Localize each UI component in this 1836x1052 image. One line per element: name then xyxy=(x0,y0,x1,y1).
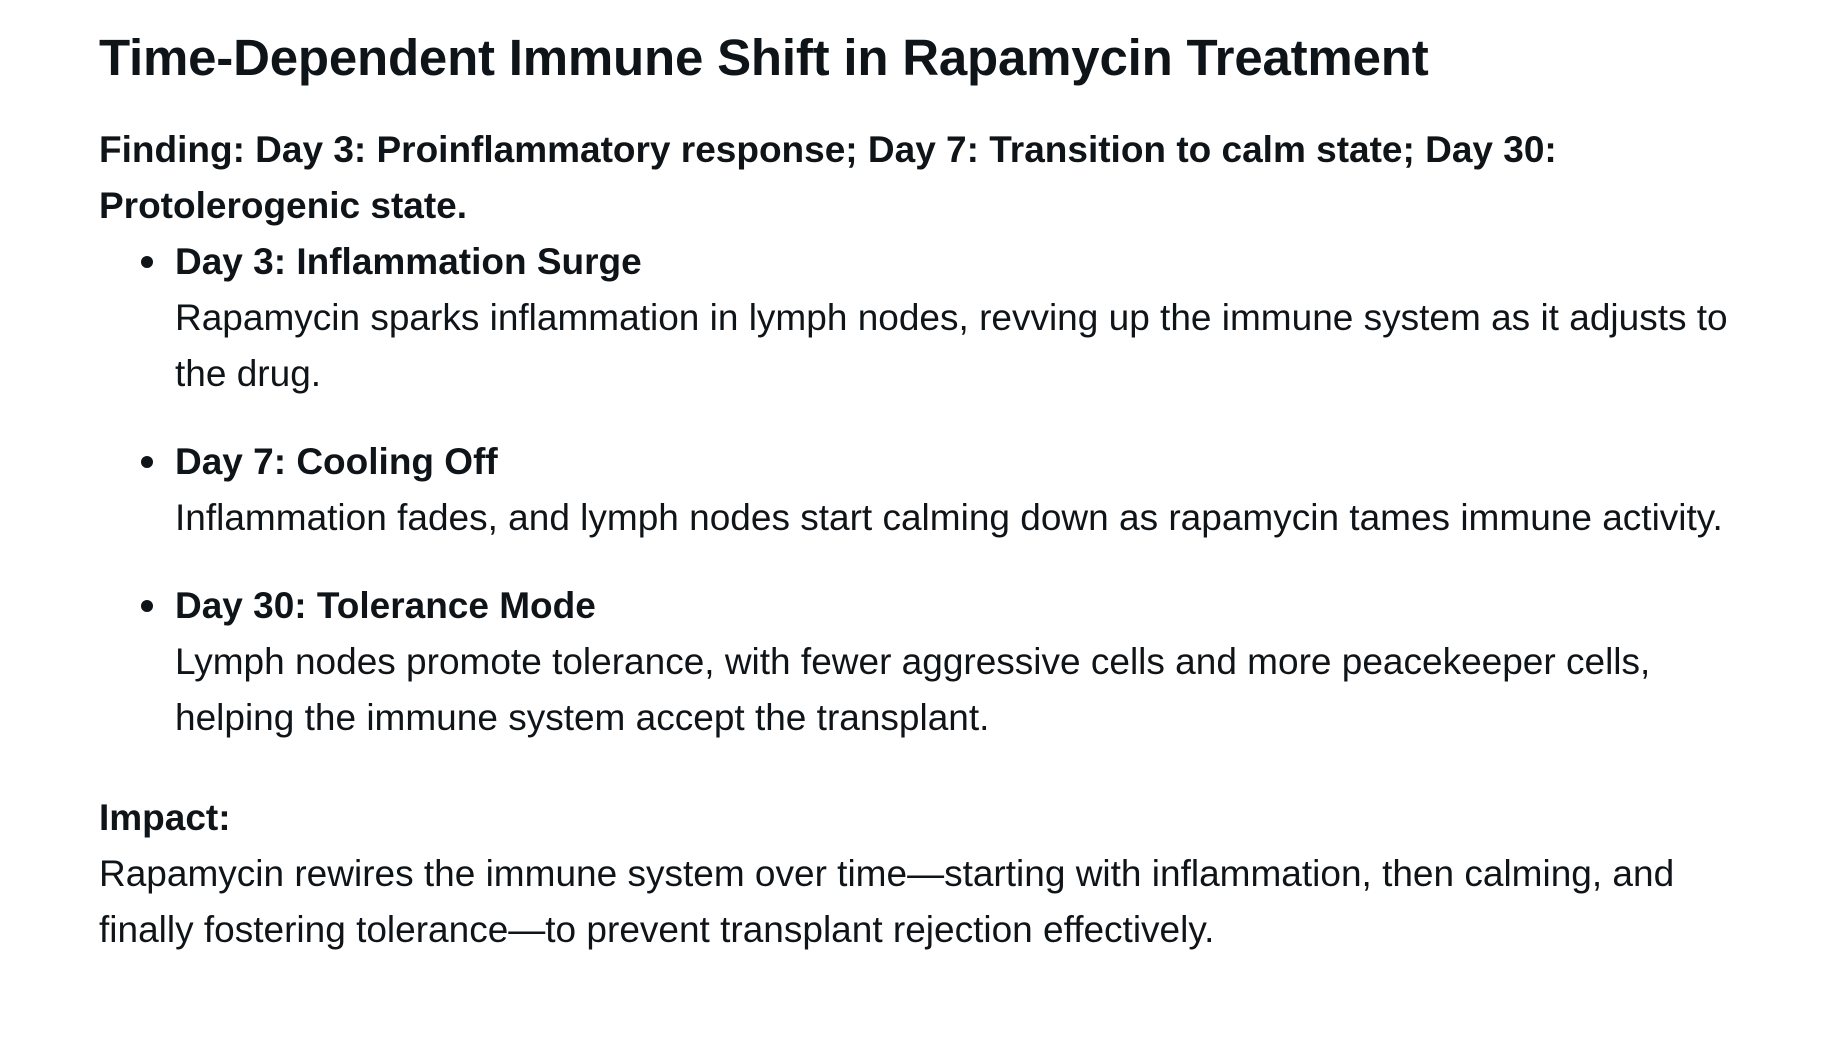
point-heading: Day 30: Tolerance Mode xyxy=(175,585,596,626)
list-item xyxy=(175,578,1776,746)
bullet-icon xyxy=(141,456,153,468)
point-heading: Day 7: Cooling Off xyxy=(175,441,498,482)
impact-body: Rapamycin rewires the immune system over time—starting with inflammation, then calming, and finally fostering tolerance—to prevent transplant rejection effectively. xyxy=(99,853,1675,950)
bullet-icon xyxy=(141,256,153,268)
timeline-list xyxy=(99,234,1776,746)
point-body: Inflammation fades, and lymph nodes start calming down as rapamycin tames immune activity. xyxy=(175,497,1723,538)
impact-heading: Impact: xyxy=(99,797,231,838)
list-item xyxy=(175,434,1776,546)
point-body: Rapamycin sparks inflammation in lymph nodes, revving up the immune system as it adjusts to the drug. xyxy=(175,297,1728,394)
document-title: Time-Dependent Immune Shift in Rapamycin Treatment xyxy=(99,29,1429,86)
point-heading: Day 3: Inflammation Surge xyxy=(175,241,642,282)
finding-summary: Finding: Day 3: Proinflammatory response; Day 7: Transition to calm state; Day 30: Protolerogenic state. xyxy=(99,129,1557,226)
bullet-icon xyxy=(141,600,153,612)
impact-section xyxy=(99,790,1776,958)
point-body: Lymph nodes promote tolerance, with fewer aggressive cells and more peacekeeper cells, helping the immune system accept the transplant. xyxy=(175,641,1651,738)
list-item xyxy=(175,234,1776,402)
